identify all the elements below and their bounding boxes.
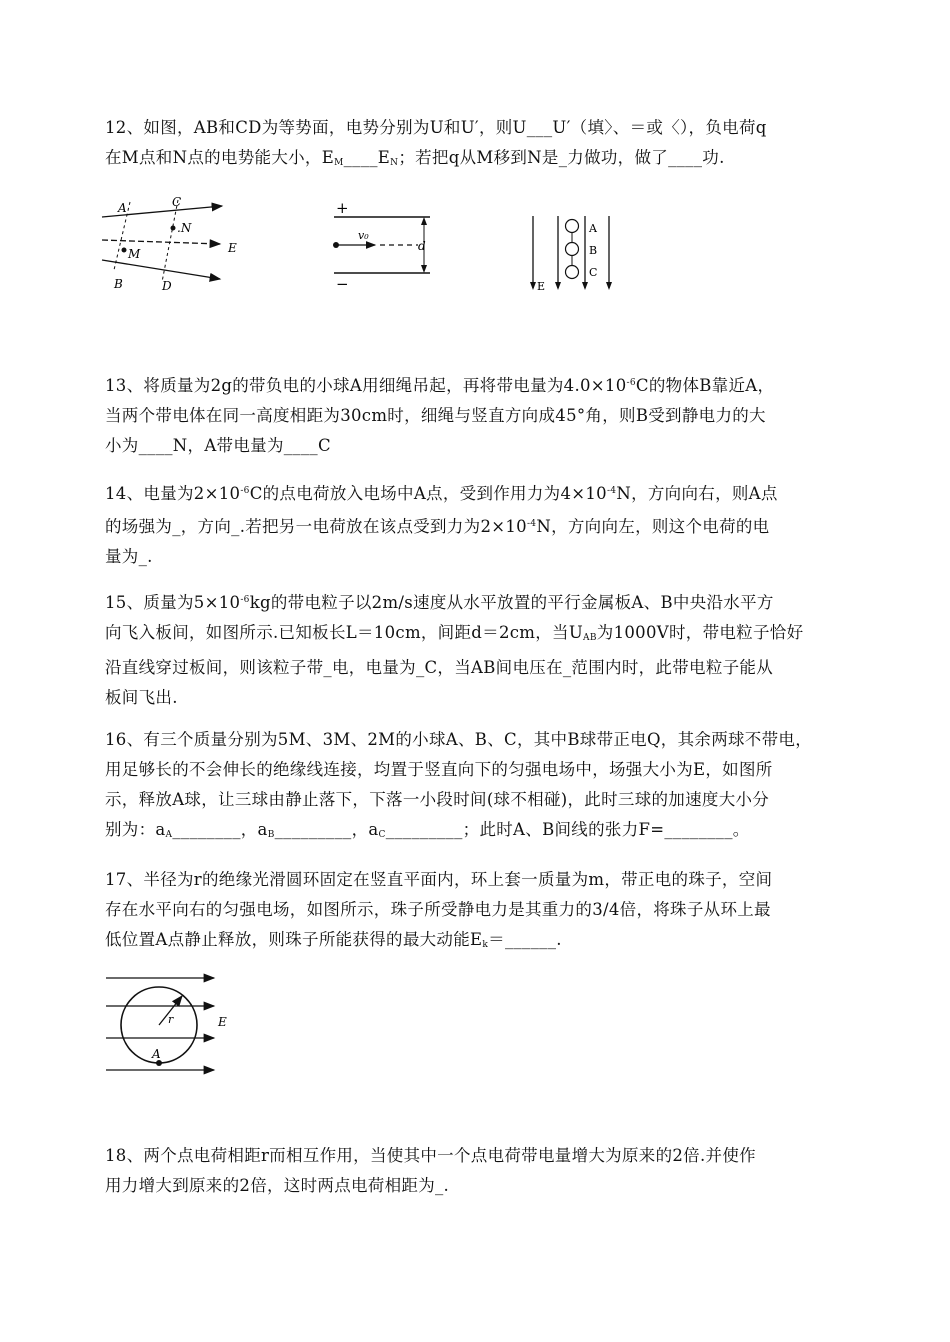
label-e: E: [228, 241, 237, 255]
figure-equipotential: [100, 192, 250, 292]
figure-ring: [102, 968, 237, 1080]
q14-line-2: 的场强为_，方向_.若把另一电荷放在该点受到力为$2\times 10^{-4}N$，方向向左，则这个电荷的电: [105, 517, 770, 536]
question-17: [105, 865, 860, 960]
question-16: [105, 725, 860, 850]
question-14: [105, 476, 860, 572]
q18-line-1: 18、两个点电荷相距r而相互作用，当使其中一个点电荷带电量增大为原来的2倍.并使作: [105, 1146, 756, 1165]
q16-line-2: 用足够长的不会伸长的绝缘线连接，均置于竖直向下的匀强电场中，场强大小为E，如图所: [105, 760, 773, 779]
label-a: A: [589, 222, 597, 235]
label-c: C: [589, 266, 598, 279]
q16-line-3: 示，释放A球，让三球由静止落下，下落一小段时间(球不相碰)，此时三球的加速度大小分: [105, 790, 770, 809]
q17-line-1: 17、半径为r的绝缘光滑圆环固定在竖直平面内，环上套一质量为m，带正电的珠子，空间: [105, 870, 773, 889]
q12-line-2: 在M点和N点的电势能大小，$E_M\_\_\_\_E_N$；若把q从M移到N是_力做功，做了____功.: [105, 148, 725, 168]
question-18: [105, 1141, 860, 1201]
label-a: A: [152, 1047, 161, 1061]
figure-parallel-plates: [330, 195, 440, 295]
ball-a: [566, 220, 579, 233]
q17-line-2: 存在水平向右的匀强电场，如图所示，珠子所受静电力是其重力的3/4倍，将珠子从环上最: [105, 900, 771, 919]
q12-line-1: 12、如图，AB和CD为等势面，电势分别为U和U′，则U___U′（填〉、＝或〈），负电荷q: [105, 118, 767, 137]
q13-line-2: 当两个带电体在同一高度相距为30cm时，细绳与竖直方向成45°角，则B受到静电力的大: [105, 406, 766, 425]
ball-c: [566, 266, 579, 279]
label-c: C: [172, 195, 182, 209]
label-b: B: [114, 277, 123, 291]
label-m: M: [128, 247, 141, 261]
q14-line-1: 14、电量为$2\times 10^{-6}C$的点电荷放入电场中A点，受到作用力为$4\times 10^{-4}N$，方向向右，则A点: [105, 484, 778, 503]
label-b: B: [589, 244, 598, 257]
plus-sign: +: [336, 199, 349, 217]
q18-line-2: 用力增大到原来的2倍，这时两点电荷相距为_.: [105, 1176, 450, 1195]
label-d: d: [418, 239, 426, 253]
label-e: E: [537, 280, 546, 293]
question-15: [105, 585, 860, 713]
q16-line-1: 16、有三个质量分别为5M、3M、2M的小球A、B、C，其中B球带正电Q，其余两球不带电，: [105, 730, 812, 749]
q15-line-2: 向飞入板间，如图所示.已知板长L＝10cm，间距d＝2cm，当$U_{AB}$为1000V时，带电粒子恰好: [105, 623, 804, 643]
q13-line-3: 小为____N，A带电量为____C: [105, 436, 331, 455]
label-a: A: [118, 201, 127, 215]
question-13: [105, 368, 860, 461]
q16-line-4: 别为：$a_A\_\_\_\_\_\_\_\_$，$a_B\_\_\_\_\_\_\_\_\_$，$a_C\_\_\_\_\_\_\_\_\_$；此时A、B间线的张力F=________。: [105, 820, 750, 840]
q15-line-1: 15、质量为$5\times 10^{-6}kg$的带电粒子以2m/s速度从水平放置的平行金属板A、B中央沿水平方: [105, 593, 774, 612]
point-n: [171, 226, 176, 231]
point-m: [122, 248, 127, 253]
label-v0: v₀: [358, 229, 369, 242]
question-12: [105, 113, 860, 178]
q17-line-3: 低位置A点静止释放，则珠子所能获得的最大动能$E_k=\_\_\_\_\_\_$.: [105, 930, 562, 950]
label-d: D: [162, 279, 172, 292]
ball-b: [566, 243, 579, 256]
figure-three-balls: [525, 212, 625, 294]
label-n: .N: [177, 221, 192, 235]
minus-sign: −: [336, 275, 349, 293]
field-line-2: [102, 240, 220, 244]
q14-line-3: 量为_.: [105, 547, 153, 566]
label-r: r: [168, 1013, 174, 1026]
label-e: E: [218, 1015, 227, 1029]
q15-line-3: 沿直线穿过板间，则该粒子带_电，电量为_C，当AB间电压在_范围内时，此带电粒子能从: [105, 658, 774, 677]
q13-line-1: 13、将质量为2g的带负电的小球A用细绳吊起，再将带电量为$4.0\times 10^{-6}C$的物体B靠近A，: [105, 376, 775, 395]
q15-line-4: 板间飞出.: [105, 688, 178, 707]
